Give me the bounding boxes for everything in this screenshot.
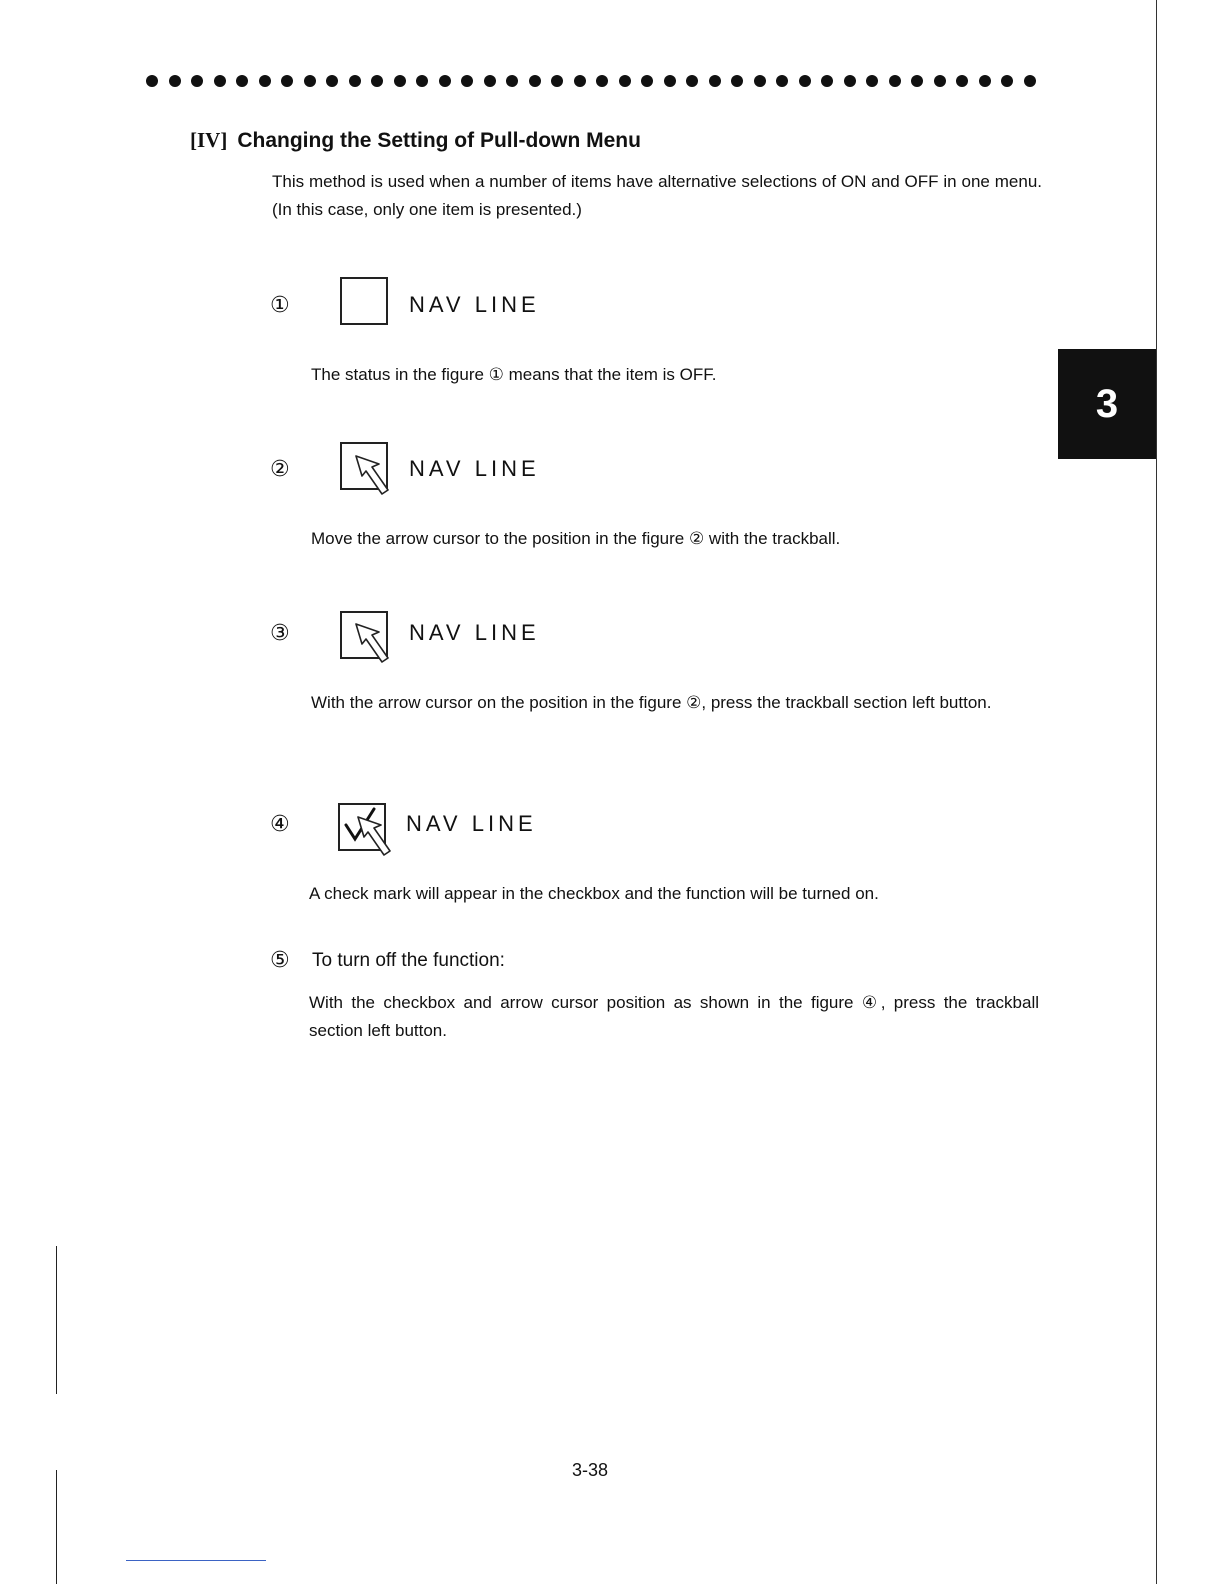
step-2-text: Move the arrow cursor to the position in the figure ② with the trackball. (311, 529, 841, 548)
header-dot (686, 75, 698, 87)
header-dot (439, 75, 451, 87)
arrow-cursor-icon (358, 817, 390, 855)
header-dot (844, 75, 856, 87)
header-dot (191, 75, 203, 87)
step-3-text: With the arrow cursor on the position in the figure ②, press the trackball section left button. (311, 693, 992, 712)
nav-line-label-2: NAV LINE (409, 456, 540, 481)
header-dot (304, 75, 316, 87)
step-5-title: To turn off the function: (312, 950, 505, 971)
nav-line-label-4: NAV LINE (406, 811, 537, 836)
step-4-text: A check mark will appear in the checkbox and the function will be turned on. (309, 884, 879, 903)
header-dot (979, 75, 991, 87)
header-dot (1024, 75, 1036, 87)
header-dot (146, 75, 158, 87)
header-dot (821, 75, 833, 87)
header-dot (551, 75, 563, 87)
arrow-cursor-icon (352, 452, 400, 504)
chapter-tab: 3 (1058, 349, 1156, 459)
header-dot (326, 75, 338, 87)
header-dot (281, 75, 293, 87)
step-3-marker: ③ (270, 621, 290, 646)
header-dot (754, 75, 766, 87)
header-dot (911, 75, 923, 87)
header-dot (956, 75, 968, 87)
header-dot (596, 75, 608, 87)
step-5-text: With the checkbox and arrow cursor position as shown in the figure ④, press the trackball section left button. (309, 993, 1039, 1040)
header-dot (799, 75, 811, 87)
header-dot (1001, 75, 1013, 87)
header-dot (236, 75, 248, 87)
header-dot (731, 75, 743, 87)
nav-line-label-1: NAV LINE (409, 292, 540, 317)
header-dot (394, 75, 406, 87)
header-dot (169, 75, 181, 87)
step-2-marker: ② (270, 457, 290, 482)
dotted-header-rule (146, 75, 1036, 89)
header-dot (484, 75, 496, 87)
header-dot (259, 75, 271, 87)
section-title: Changing the Setting of Pull-down Menu (237, 129, 641, 152)
page-number: 3-38 (572, 1460, 609, 1480)
step-1-marker: ① (270, 293, 290, 318)
header-dot (664, 75, 676, 87)
header-dot (371, 75, 383, 87)
header-dot (506, 75, 518, 87)
header-dot (574, 75, 586, 87)
header-dot (529, 75, 541, 87)
header-dot (889, 75, 901, 87)
header-dot (934, 75, 946, 87)
margin-line (56, 1246, 57, 1394)
step-4-marker: ④ (270, 812, 290, 837)
arrow-cursor-icon (352, 620, 400, 672)
section-heading (190, 128, 641, 153)
footer-rule (126, 1560, 266, 1561)
header-dot (866, 75, 878, 87)
step-5-marker: ⑤ (270, 948, 290, 973)
header-dot (461, 75, 473, 87)
header-dot (349, 75, 361, 87)
header-dot (641, 75, 653, 87)
intro-paragraph: This method is used when a number of items have alternative selections of ON and OFF in one menu. (In this case, only one item is presented.) (272, 172, 1042, 219)
header-dot (709, 75, 721, 87)
nav-line-checkbox-off (340, 277, 388, 325)
step-1-text: The status in the figure ① means that the item is OFF. (311, 365, 717, 384)
header-dot (776, 75, 788, 87)
section-number: [IV] (190, 128, 228, 152)
nav-line-label-3: NAV LINE (409, 620, 540, 645)
header-dot (416, 75, 428, 87)
header-dot (619, 75, 631, 87)
page-edge-line (1156, 0, 1157, 1584)
header-dot (214, 75, 226, 87)
margin-line (56, 1470, 57, 1584)
